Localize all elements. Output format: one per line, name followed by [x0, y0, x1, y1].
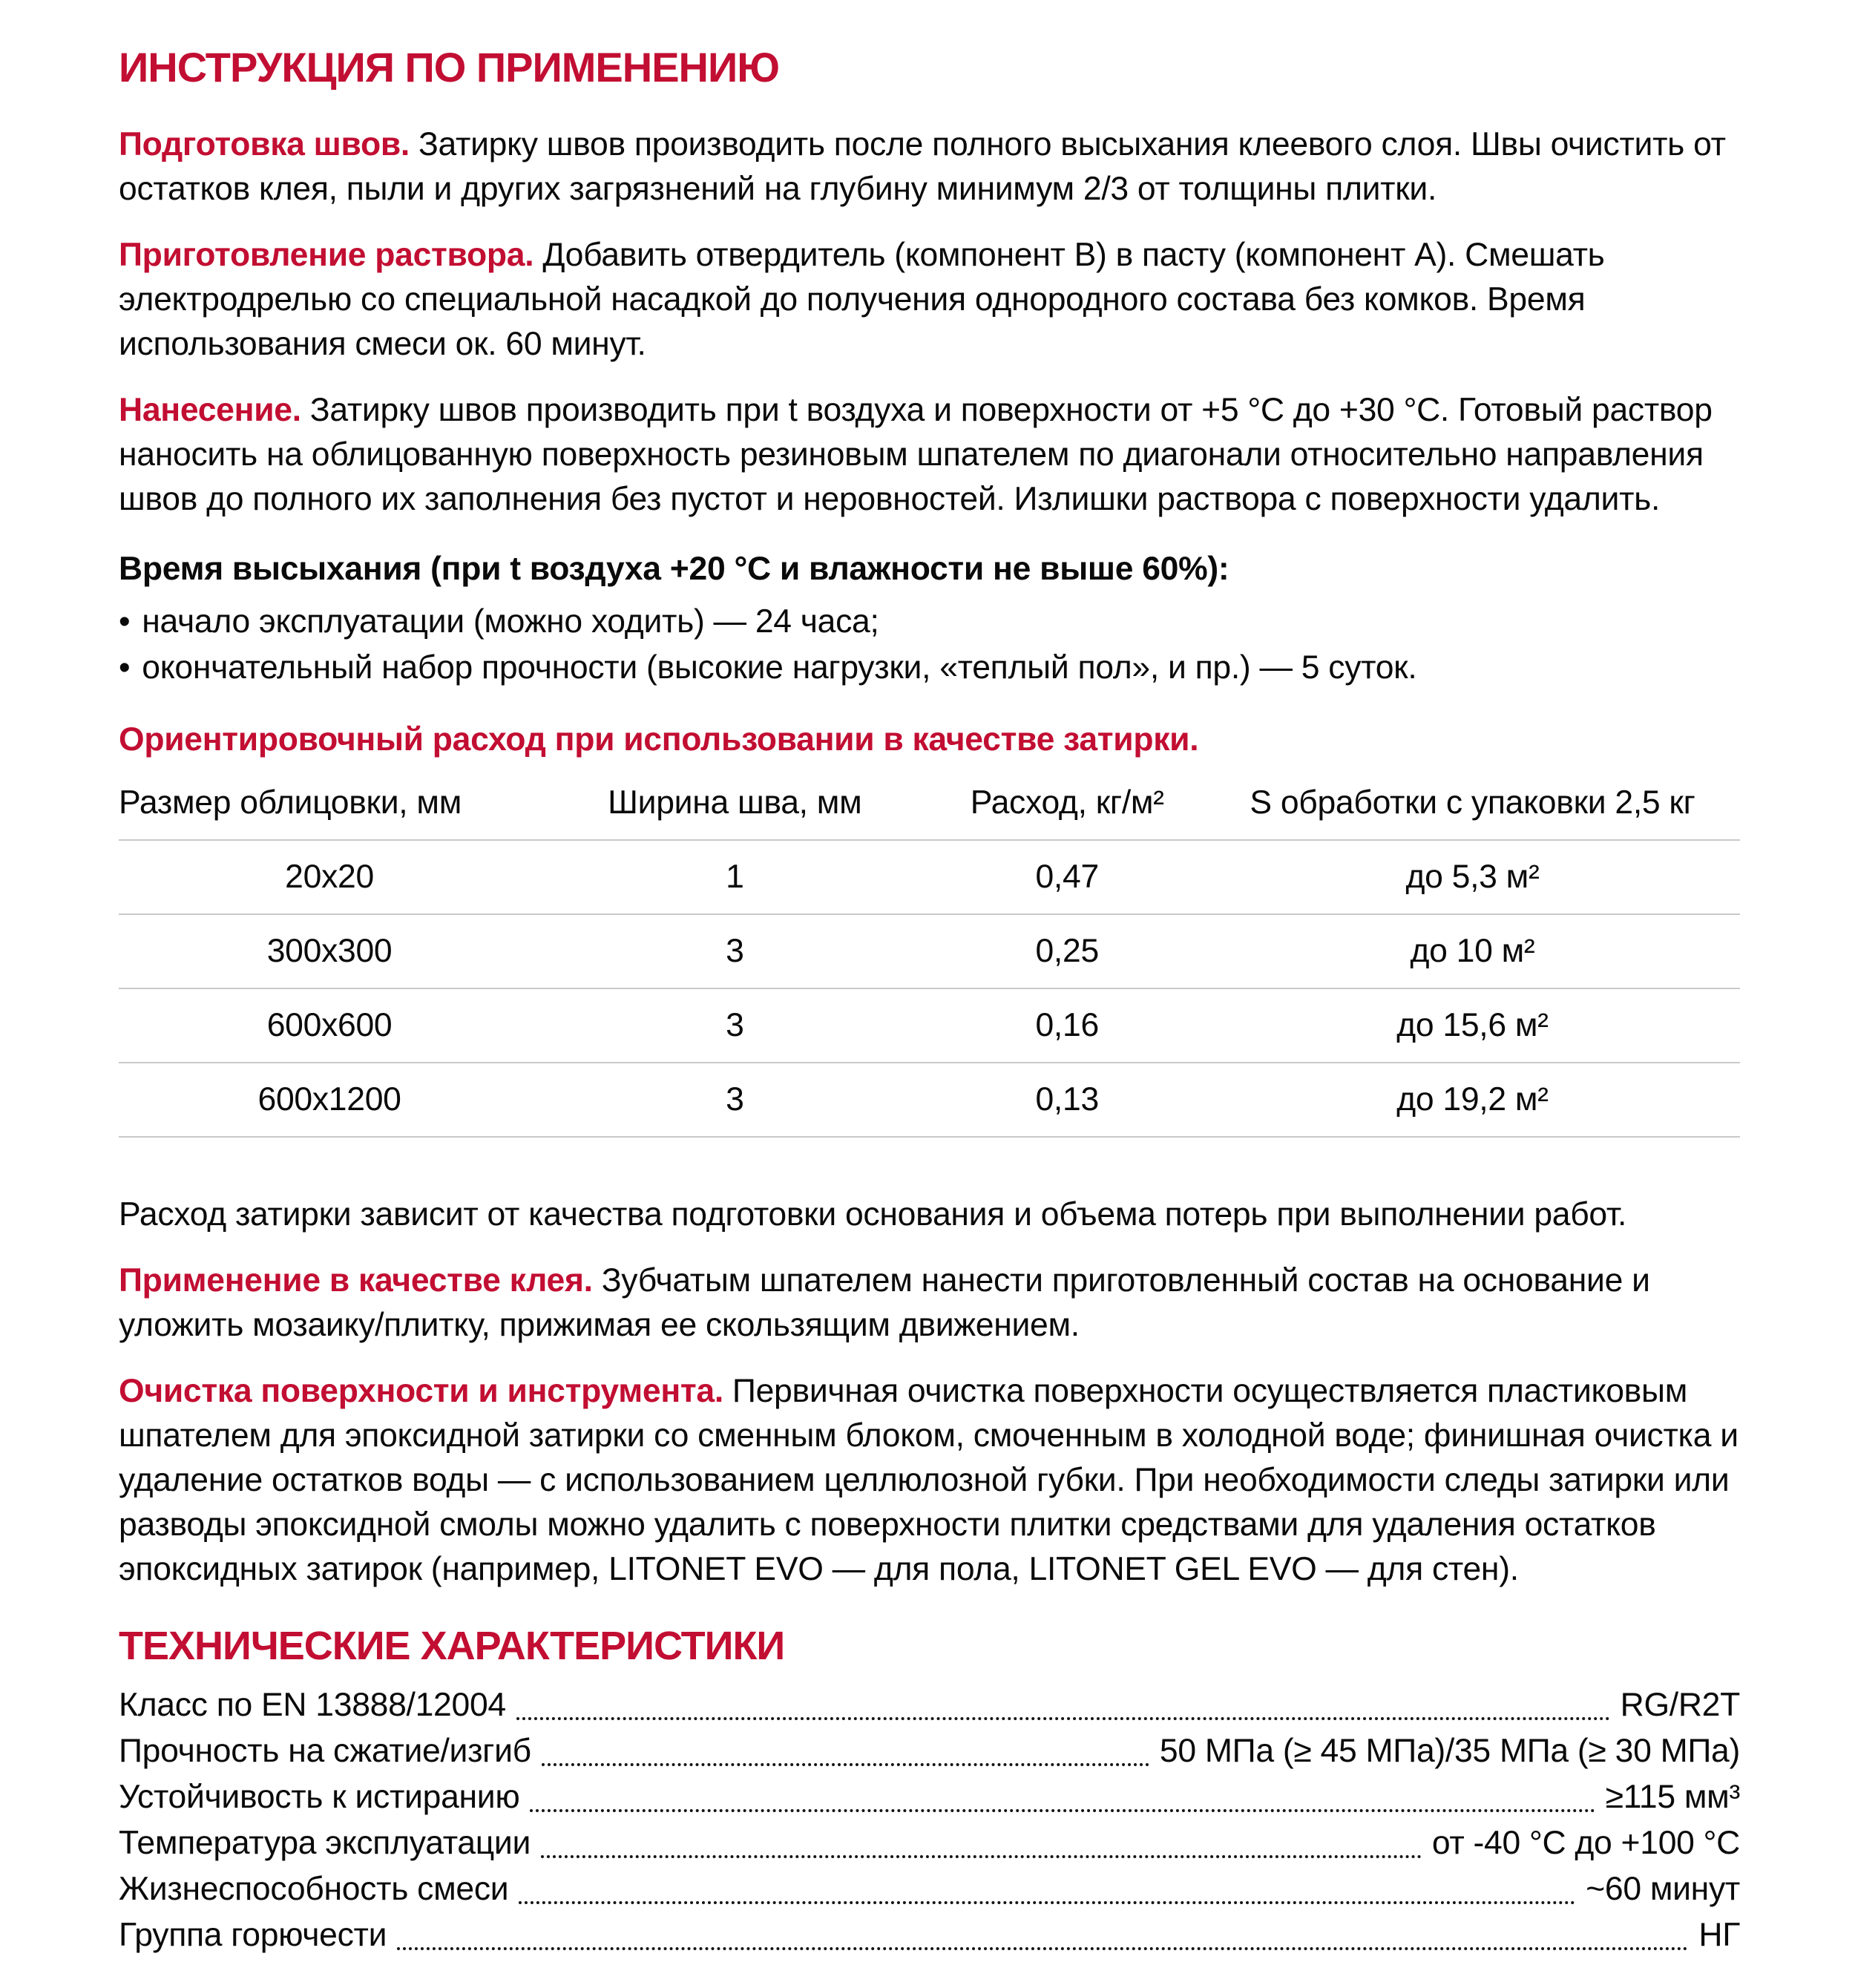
table-row — [119, 840, 1740, 914]
consumption-heading: Ориентировочный расход при использовании в качестве затирки. — [119, 721, 1199, 758]
spec-row-abrasion — [119, 1774, 1740, 1820]
paragraph-mortar-mixing — [119, 233, 1740, 367]
cell-joint-width: 3 — [726, 1081, 744, 1118]
spec-value: RG/R2T — [1620, 1687, 1740, 1723]
column-header-consumption: Расход, кг/м² — [970, 784, 1164, 821]
cell-joint-width: 1 — [726, 859, 744, 895]
consumption-note: Расход затирки зависит от качества подготовки основания и объема потерь при выполнении работ. — [119, 1196, 1627, 1233]
section-lead-adhesive-use: Применение в качестве клея. — [119, 1262, 593, 1299]
cell-consumption: 0,13 — [1035, 1081, 1099, 1118]
paragraph-body: Зубчатым шпателем нанести приготовленный состав на основание и уложить мозаику/плитку, прижимая ее скользящим движением. — [119, 1262, 1650, 1343]
cell-tile-size: 600х1200 — [257, 1081, 401, 1118]
cell-joint-width: 3 — [726, 933, 744, 969]
spec-label: Группа горючести — [119, 1917, 387, 1953]
cell-consumption: 0,47 — [1035, 859, 1099, 895]
cell-consumption: 0,16 — [1035, 1007, 1099, 1043]
bullet-icon: • — [119, 649, 131, 686]
cell-coverage: до 19,2 м² — [1396, 1081, 1549, 1118]
dot-leader — [397, 1947, 1688, 1950]
table-row — [119, 988, 1740, 1063]
dot-leader — [541, 1855, 1422, 1858]
spec-label: Прочность на сжатие/изгиб — [119, 1733, 531, 1769]
paragraph-adhesive-use — [119, 1259, 1740, 1348]
dot-leader — [530, 1809, 1595, 1812]
list-item-text: окончательный набор прочности (высокие нагрузки, «теплый пол», и пр.) — 5 суток. — [142, 649, 1417, 686]
list-item — [119, 599, 1740, 645]
cell-consumption: 0,25 — [1035, 933, 1099, 969]
drying-time-heading: Время высыхания (при t воздуха +20 °С и влажности не выше 60%): — [119, 551, 1229, 587]
cell-joint-width: 3 — [726, 1007, 744, 1043]
cell-tile-size: 600х600 — [266, 1007, 393, 1043]
dot-leader — [516, 1717, 1610, 1720]
table-header-row — [119, 784, 1740, 840]
list-item — [119, 645, 1740, 691]
spec-row-service-temperature — [119, 1820, 1740, 1866]
spec-value: ~60 минут — [1586, 1871, 1740, 1907]
paragraph-body: Первичная очистка поверхности осуществляется пластиковым шпателем для эпоксидной затирки со сменным блоком, смоченным в холодной воде; финишная очистка и удаление остатков воды — с использованием целлюлозной губки. При необходимости следы затирки или разводы эпоксидной смолы можно удалить с поверхности плитки средствами для удаления остатков эпоксидных затирок (например, LITONET EVO — для пола, LITONET GEL EVO — для стен). — [119, 1373, 1739, 1587]
spec-label: Устойчивость к истиранию — [119, 1779, 520, 1815]
cell-coverage: до 5,3 м² — [1405, 859, 1540, 895]
bullet-icon: • — [119, 603, 131, 640]
section-lead-application: Нанесение. — [119, 392, 301, 428]
consumption-table — [119, 784, 1740, 1138]
spec-row-strength — [119, 1728, 1740, 1774]
dot-leader — [542, 1763, 1149, 1766]
spec-label: Класс по EN 13888/12004 — [119, 1687, 506, 1723]
spec-label: Температура эксплуатации — [119, 1825, 531, 1861]
spec-row-class — [119, 1682, 1740, 1728]
cell-tile-size: 300х300 — [266, 933, 393, 969]
spec-value: НГ — [1698, 1917, 1740, 1953]
spec-row-flammability — [119, 1912, 1740, 1958]
paragraph-body: Затирку швов производить после полного высыхания клеевого слоя. Швы очистить от остатков клея, пыли и других загрязнений на глубину минимум 2/3 от толщины плитки. — [119, 126, 1726, 207]
drying-bullet-list — [119, 599, 1740, 691]
spec-value: 50 МПа (≥ 45 МПа)/35 МПа (≥ 30 МПа) — [1159, 1733, 1740, 1769]
paragraph-joint-preparation — [119, 122, 1740, 211]
spec-label: Жизнеспособность смеси — [119, 1871, 509, 1907]
dot-leader — [519, 1901, 1575, 1904]
table-row — [119, 1063, 1740, 1137]
paragraph-cleaning — [119, 1369, 1740, 1592]
section-lead-cleaning: Очистка поверхности и инструмента. — [119, 1373, 723, 1409]
table-row — [119, 914, 1740, 988]
column-header-joint-width: Ширина шва, мм — [608, 784, 862, 821]
list-item-text: начало эксплуатации (можно ходить) — 24 часа; — [142, 603, 879, 640]
paragraph-application — [119, 388, 1740, 522]
section-lead-joint-preparation: Подготовка швов. — [119, 126, 410, 163]
spec-row-pot-life — [119, 1866, 1740, 1912]
tech-specs-heading: ТЕХНИЧЕСКИЕ ХАРАКТЕРИСТИКИ — [119, 1624, 785, 1668]
cell-tile-size: 20х20 — [285, 859, 374, 895]
section-lead-mortar-mixing: Приготовление раствора. — [119, 237, 534, 273]
paragraph-body: Добавить отвердитель (компонент В) в пасту (компонент А). Смешать электродрелью со специальной насадкой до получения однородного состава без комков. Время использования смеси ок. 60 минут. — [119, 237, 1605, 362]
column-header-coverage: S обработки с упаковки 2,5 кг — [1250, 784, 1695, 821]
cell-coverage: до 15,6 м² — [1396, 1007, 1549, 1043]
cell-coverage: до 10 м² — [1410, 933, 1535, 969]
page-title: ИНСТРУКЦИЯ ПО ПРИМЕНЕНИЮ — [119, 44, 779, 91]
spec-value: от -40 °С до +100 °С — [1431, 1825, 1740, 1861]
spec-value: ≥115 мм³ — [1605, 1779, 1740, 1815]
paragraph-body: Затирку швов производить при t воздуха и поверхности от +5 °С до +30 °С. Готовый раствор наносить на облицованную поверхность резиновым шпателем по диагонали относительно направления швов до полного их заполнения без пустот и неровностей. Излишки раствора с поверхности удалить. — [119, 392, 1713, 517]
tech-specs-list — [119, 1682, 1740, 1958]
column-header-tile-size: Размер облицовки, мм — [119, 784, 462, 821]
